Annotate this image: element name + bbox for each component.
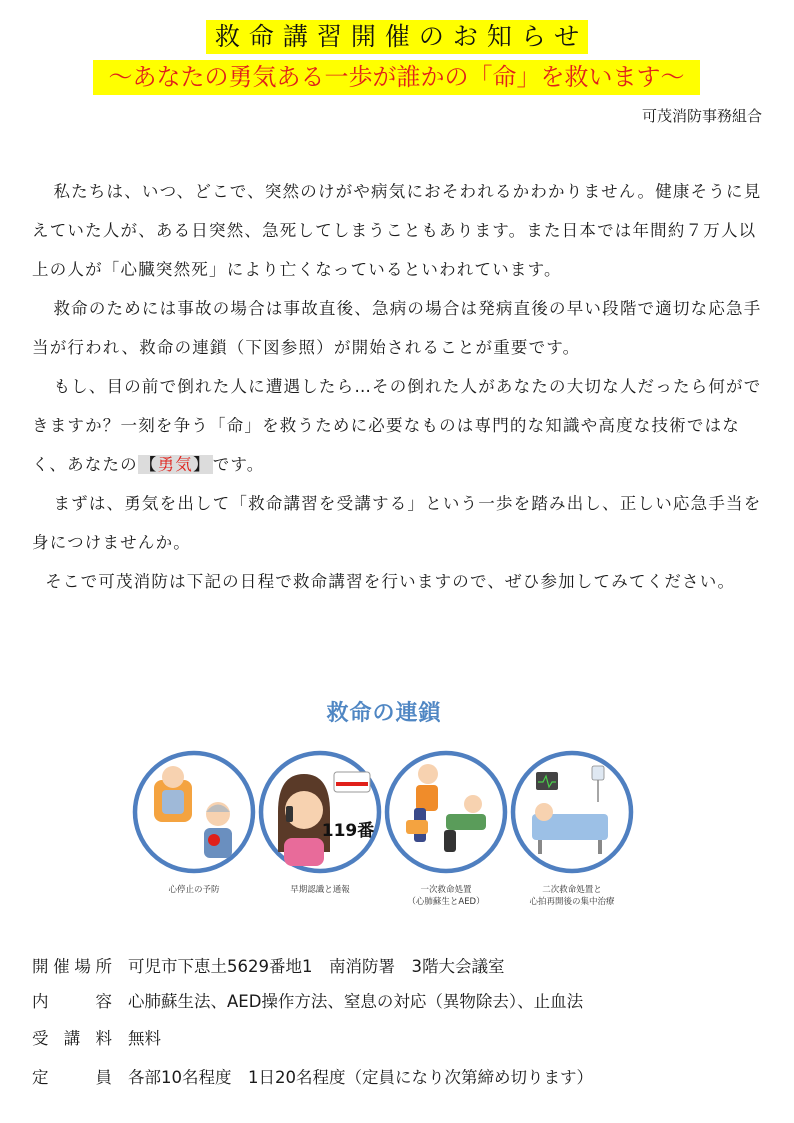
caption-basic-life-support [391, 884, 501, 908]
patient-body-shape [446, 814, 486, 830]
figure-title: 救命の連鎖 [326, 701, 442, 726]
chain-circle-1 [135, 753, 253, 871]
label-char: 定 [32, 1068, 49, 1087]
paragraph-3-text: もし、目の前で倒れた人に遭遇したら…その倒れた人があなたの大切な人だったら何ができますか？一刻を争う「命」を救うために必要なものは専門的な知識や高度な技術ではなく、あなたの [32, 377, 762, 474]
label-char: 受 [32, 1029, 49, 1048]
patient-head-shape [464, 795, 482, 813]
bracket-open: 【 [139, 455, 158, 474]
prevention-illustration [135, 753, 253, 871]
baby-head-shape [162, 766, 184, 788]
phone-shape [286, 806, 293, 822]
label-char: 催 [53, 957, 70, 976]
label-char: 所 [95, 957, 112, 976]
organization-name: 可茂消防事務組合 [641, 107, 762, 125]
label-char: 講 [63, 1029, 81, 1048]
paragraph-3-end: です。 [212, 455, 265, 474]
label-char: 場 [74, 957, 91, 976]
paragraph-2: 救命のためには事故の場合は事故直後、急病の場合は発病直後の早い段階で適切な応急手当が行われ、救命の連鎖（下図参照）が開始されることが重要です。 [32, 299, 762, 357]
detail-value-capacity: 各部10名程度 1日20名程度（定員になり次第締め切ります） [128, 1068, 593, 1087]
chain-circle-4 [513, 753, 631, 871]
cpr-aed-illustration [387, 753, 505, 871]
caption-2-line-1: 早期認識と通報 [290, 885, 350, 895]
label-char: 内 [32, 992, 49, 1011]
caption-4-line-2: 心拍再開後の集中治療 [529, 897, 615, 907]
caption-advanced-care [517, 884, 627, 908]
rescuer-head-shape [418, 764, 438, 784]
emergency-call-illustration [261, 753, 379, 871]
caption-4-line-1: 二次救命処置と [542, 885, 602, 895]
ambulance-stripe-shape [336, 782, 368, 786]
bed-leg-right-shape [598, 840, 602, 854]
body-text [32, 172, 762, 601]
hospital-patient-head-shape [535, 803, 553, 821]
paragraph-1: 私たちは、いつ、どこで、突然のけがや病気におそわれるかわかりません。健康そうに見えていた人が、ある日突然、急死してしまうこともあります。また日本では年間約７万人以上の人が「心臓突然死」により亡くなっているといわれています。 [32, 182, 762, 279]
title-wrap [0, 20, 794, 54]
chain-illustration [128, 742, 640, 882]
rescuer-body-shape [416, 785, 438, 811]
paragraph-5: そこで可茂消防は下記の日程で救命講習を行いますので、ぜひ参加してみてください。 [45, 572, 736, 591]
heart-shape [208, 834, 220, 846]
woman-body-shape [284, 838, 324, 866]
courage-word: 勇気 [157, 455, 193, 474]
paragraph-4: まずは、勇気を出して「救命講習を受講する」という一歩を踏み出し、正しい応急手当を身につけませんか。 [32, 494, 762, 552]
hospital-care-illustration [513, 753, 631, 871]
aed-box-shape [406, 820, 428, 834]
caption-3-line-1: 一次救命処置 [420, 885, 472, 895]
page-subtitle: ～あなたの勇気ある一歩が誰かの「命」を救います～ [93, 60, 700, 95]
drip-bag-shape [592, 766, 604, 780]
bed-leg-left-shape [538, 840, 542, 854]
page-title: 救命講習開催のお知らせ [206, 20, 588, 54]
baby-body-shape [162, 790, 184, 814]
detail-value-fee: 無料 [128, 1029, 161, 1048]
detail-label-venue [32, 955, 112, 979]
courage-highlight [138, 455, 213, 474]
caption-prevention [139, 884, 249, 896]
paragraph-3 [32, 367, 762, 484]
number-label: 119番 [321, 821, 375, 841]
detail-value-venue: 可児市下恵土5629番地1 南消防署 3階大会議室 [128, 957, 505, 976]
detail-label-capacity [32, 1066, 112, 1090]
bracket-close: 】 [192, 455, 211, 474]
patient-legs-shape [444, 830, 456, 852]
detail-label-content [32, 990, 112, 1014]
caption-early-recognition [265, 884, 375, 896]
label-char: 開 [32, 957, 49, 976]
detail-value-content: 心肺蘇生法、AED操作方法、窒息の対応（異物除去）、止血法 [128, 992, 584, 1011]
caption-1-line-1: 心停止の予防 [168, 885, 220, 895]
label-char: 料 [95, 1029, 112, 1048]
chain-of-survival-figure [128, 696, 640, 920]
label-char: 員 [95, 1068, 112, 1087]
label-char: 容 [95, 992, 112, 1011]
chain-circle-3 [387, 753, 505, 871]
caption-3-line-2: （心肺蘇生とAED） [407, 897, 485, 907]
detail-label-fee [32, 1027, 112, 1051]
